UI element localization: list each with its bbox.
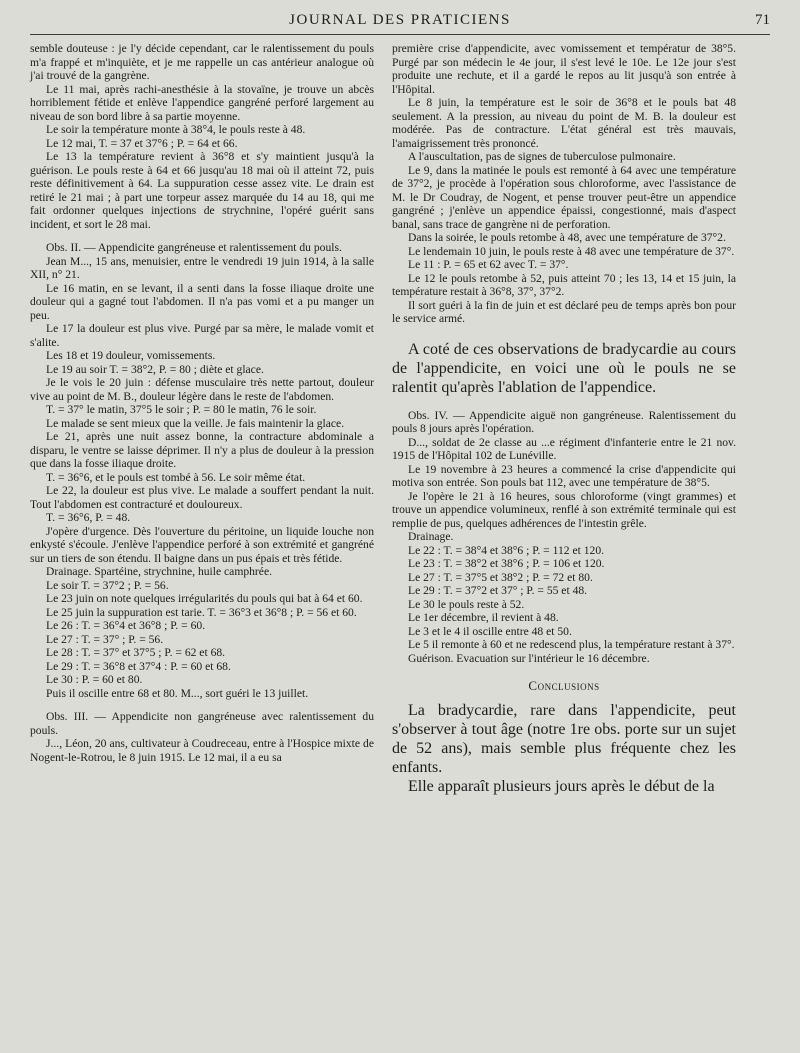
paragraph: Les 18 et 19 douleur, vomissements. (46, 349, 216, 362)
paragraph: Le malade se sent mieux que la veille. Je fais maintenir la glace. (46, 416, 345, 430)
paragraph: Le 28 : T. = 37° et 37°5 ; P. = 62 et 68. (46, 646, 226, 659)
paragraph: Le 22, la douleur est plus vive. Le malade a souffert pendant la nuit. Tout l'abdomen est contracturé et douloureux. (30, 484, 374, 511)
paragraph: Le lendemain 10 juin, le pouls reste à 48 avec une température de 37°. (408, 244, 735, 258)
conclusion-paragraph: Elle apparaît plusieurs jours après le début de la (408, 777, 715, 795)
data-line: Le 29 : T. = 37°2 et 37° ; P. = 55 et 48. (408, 584, 588, 597)
paragraph: Le 19 au soir T. = 38°2, P. = 80 ; diète et glace. (46, 362, 264, 376)
data-line: Le 3 et le 4 il oscille entre 48 et 50. (408, 624, 572, 638)
paragraph: Le 12 le pouls retombe à 52, puis atteint 70 ; les 13, 14 et 15 juin, la température restait à 36°8, 37°, 37°2. (392, 271, 736, 298)
paragraph: J..., Léon, 20 ans, cultivateur à Coudreceau, entre à l'Hospice mixte de Nogent-le-Rotrou, le 8 juin 1915. Le 12 mai, il a eu sa (30, 737, 374, 764)
data-line: Le 1er décembre, il revient à 48. (408, 611, 559, 624)
paragraph: Le 26 : T. = 36°4 et 36°8 ; P. = 60. (46, 619, 206, 632)
paragraph: D..., soldat de 2e classe au ...e régiment d'infanterie entre le 21 nov. 1915 de l'Hôpital 102 de Lunéville. (392, 435, 736, 462)
data-line: Le 23 : T. = 38°2 et 38°6 ; P. = 106 et 120. (408, 557, 605, 570)
left-column (30, 42, 374, 764)
paragraph: A l'auscultation, pas de signes de tuberculose pulmonaire. (408, 150, 676, 163)
lead-paragraph: A coté de ces observations de bradycardie au cours de l'appendicite, en voici une où le pouls ne se ralentit qu'après l'ablation de l'appendice. (392, 340, 736, 396)
paragraph: Jean M..., 15 ans, menuisier, entre le vendredi 19 juin 1914, à la salle XII, n° 21. (30, 254, 374, 281)
paragraph: Le soir la température monte à 38°4, le pouls reste à 48. (46, 123, 306, 136)
paragraph: Le 12 mai, T. = 37 et 37°6 ; P. = 64 et 66. (46, 136, 238, 150)
paragraph: T. = 36°6, et le pouls est tombé à 56. Le soir même état. (46, 470, 306, 484)
paragraph: Puis il oscille entre 68 et 80. M..., sort guéri le 13 juillet. (46, 686, 309, 700)
journal-title: JOURNAL DES PRATICIENS (289, 12, 511, 28)
paragraph: T. = 36°6, P. = 48. (46, 511, 131, 524)
paragraph: Il sort guéri à la fin de juin et est déclaré peu de temps après bon pour le service armé. (392, 298, 736, 325)
data-line: Le 30 le pouls reste à 52. (408, 597, 525, 611)
paragraph: Le 30 : P. = 60 et 80. (46, 673, 143, 686)
data-line: Le 22 : T. = 38°4 et 38°6 ; P. = 112 et 120. (408, 543, 605, 557)
paragraph: Guérison. Evacuation sur l'intérieur le 16 décembre. (408, 651, 650, 665)
observation-title: Obs. III. — Appendicite non gangréneuse avec ralentissement du pouls. (30, 710, 374, 737)
paragraph: Le 9, dans la matinée le pouls est remonté à 64 avec une température de 37°2, je procède à l'opération sous chloroforme, avec l'assistance de M. le Dr Coudray, de Nogent, et pense trouver peut-être un appendice gangréné ; j'enlève un appendice épaissi, congestionné, mais d'aspect banal, sans trace de gangrène ni de perforation. (392, 163, 736, 231)
header-rule (30, 34, 770, 35)
paragraph: Le 23 juin on note quelques irrégularités du pouls qui bat à 64 et 60. (46, 592, 363, 605)
paragraph: Je l'opère le 21 à 16 heures, sous chloroforme (vingt grammes) et trouve un appendice volumineux, renflé à son extrémité terminale qui est remplie de pus, quelques adhérences de l'intestin grêle. (392, 489, 736, 530)
observation-title: Obs. IV. — Appendicite aiguë non gangréneuse. Ralentissement du pouls 8 jours après l'opération. (392, 408, 736, 435)
right-column (392, 42, 736, 796)
paragraph: Le 13 la température revient à 36°8 et s'y maintient jusqu'à la guérison. Le pouls reste à 64 et 66 jusqu'au 18 mai où il atteint 72, puis reste définitivement à 64. La suppuration cesse assez vite. Le drain est retiré le 21 mai ; à part une torpeur assez marquée du 14 au 18, qui me fait ordonner quelques injections de strychnine, l'opéré guérit sans incident, et sort le 28 mai. (30, 150, 374, 231)
data-line: Le 27 : T. = 37°5 et 38°2 ; P. = 72 et 80. (408, 570, 593, 584)
paragraph: Le 19 novembre à 23 heures a commencé la crise d'appendicite qui motiva son entrée. Son pouls bat 112, avec une température de 38°5. (392, 462, 736, 489)
page-number: 71 (755, 12, 770, 28)
paragraph: Le 11 mai, après rachi-anesthésie à la stovaïne, je trouve un abcès horriblement fétide et enlève l'appendice gangréné perforé largement au niveau de son bord libre à sa partie moyenne. (30, 82, 374, 123)
paragraph: T. = 37° le matin, 37°5 le soir ; P. = 80 le matin, 76 le soir. (46, 403, 317, 416)
paragraph: Le 11 : P. = 65 et 62 avec T. = 37°. (408, 258, 569, 271)
paragraph: première crise d'appendicite, avec vomissement et températur de 38°5. Purgé par son médecin le 4e jour, il s'est levé le 10e. Le 12e jour s'est produite une rechute, et il a gardé le repos au lit jusqu'à son entrée à l'Hôpital. (392, 42, 736, 96)
paragraph: Le soir T. = 37°2 ; P. = 56. (46, 578, 169, 592)
running-header (30, 8, 770, 34)
paragraph: Le 16 matin, en se levant, il a senti dans la fosse iliaque droite une douleur qui a gagné tout l'abdomen. Il n'a pas vomi et a pu manger un peu. (30, 281, 374, 322)
paragraph: Le 29 : T. = 36°8 et 37°4 : P. = 60 et 68. (46, 659, 231, 673)
paragraph: Je le vois le 20 juin : défense musculaire très nette partout, douleur vive au point de M. B., douleur légère dans le reste de l'abdomen. (30, 376, 374, 403)
paragraph: Le 25 juin la suppuration est tarie. T. = 36°3 et 36°8 ; P. = 56 et 60. (46, 605, 357, 619)
paragraph: Le 17 la douleur est plus vive. Purgé par sa mère, le malade vomit et s'alite. (30, 322, 374, 349)
paragraph: Le 5 il remonte à 60 et ne redescend plus, la température restant à 37°. (408, 638, 735, 651)
section-heading: Conclusions (528, 678, 600, 693)
paragraph: Dans la soirée, le pouls retombe à 48, avec une température de 37°2. (408, 231, 726, 244)
paragraph: semble douteuse : je l'y décide cependant, car le ralentissement du pouls m'a frappé et m'inquiète, et je me rappelle un cas antérieur analogue où j'ai trouvé de la gangrène. (30, 42, 374, 82)
observation-title: Obs. II. — Appendicite gangréneuse et ralentissement du pouls. (46, 241, 342, 254)
paragraph: Le 8 juin, la température est le soir de 36°8 et le pouls bat 48 seulement. A la pression, au niveau du point de M. B. la douleur est modérée. Pas de contracture. L'état général est très mauvais, l'amaigrissement très prononcé. (392, 96, 736, 150)
paragraph: Le 27 : T. = 37° ; P. = 56. (46, 632, 164, 646)
paragraph: J'opère d'urgence. Dès l'ouverture du péritoine, un liquide louche non enkysté s'écoule. J'enlève l'appendice perforé à son extrémité et gangréné sur un tiers de son étendu. Il baigne dans un pus épais et très fétide. (30, 524, 374, 565)
data-line: Drainage. (408, 530, 454, 543)
paragraph: Le 21, après une nuit assez bonne, la contracture abdominale a disparu, le ventre se laisse déprimer. Il n'y a plus de douleur à la pression que dans la fosse iliaque droite. (30, 430, 374, 470)
paragraph: Drainage. Spartéine, strychnine, huile camphrée. (46, 565, 272, 578)
conclusion-paragraph: La bradycardie, rare dans l'appendicite, peut s'observer à tout âge (notre 1re obs. porte sur un sujet de 52 ans), mais semble plus fréquente chez les enfants. (392, 701, 736, 776)
